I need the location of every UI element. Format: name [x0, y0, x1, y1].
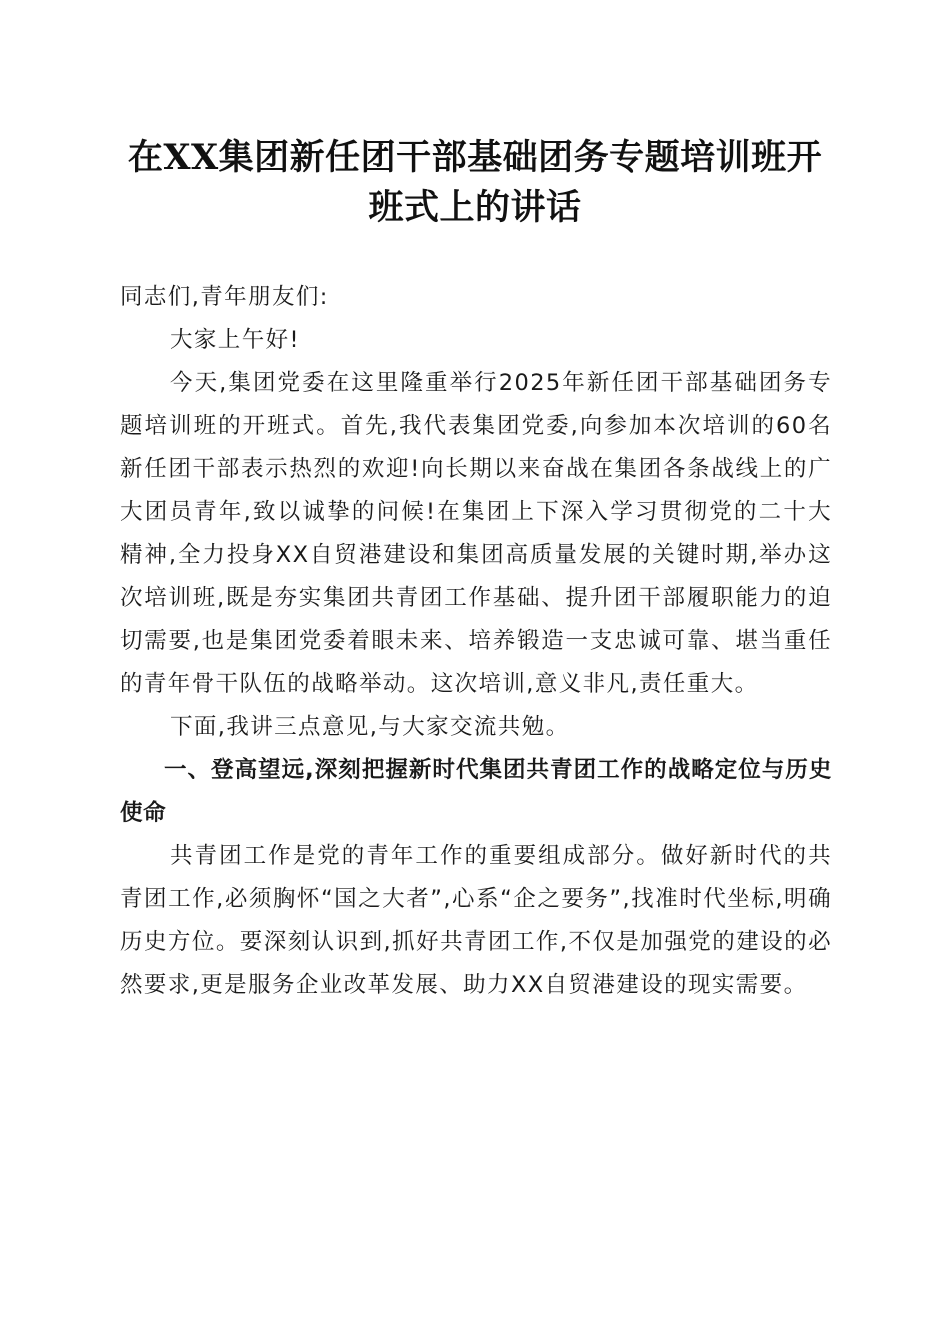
document-body	[120, 276, 832, 1007]
page-title	[110, 133, 840, 233]
title-line-1: 在XX集团新任团干部基础团务专题培训班开	[127, 137, 823, 178]
paragraph-section-1: 共青团工作是党的青年工作的重要组成部分。做好新时代的共青团工作,必须胸怀“国之大者”,心系“企之要务”,找准时代坐标,明确历史方位。要深刻认识到,抓好共青团工作,不仅是加强党的建设的必然要求,更是服务企业改革发展、助力XX自贸港建设的现实需要。	[120, 843, 832, 998]
section-heading-1: 一、登高望远,深刻把握新时代集团共青团工作的战略定位与历史使命	[120, 757, 832, 826]
title-line-2: 班式上的讲话	[368, 187, 582, 228]
greeting: 大家上午好!	[170, 327, 300, 353]
paragraph-opening: 今天,集团党委在这里隆重举行2025年新任团干部基础团务专题培训班的开班式。首先,我代表集团党委,向参加本次培训的60名新任团干部表示热烈的欢迎!向长期以来奋战在集团各条战线上的广大团员青年,致以诚挚的问候!在集团上下深入学习贯彻党的二十大精神,全力投身XX自贸港建设和集团高质量发展的关键时期,举办这次培训班,既是夯实集团共青团工作基础、提升团干部履职能力的迫切需要,也是集团党委着眼未来、培养锻造一支忠诚可靠、堪当重任的青年骨干队伍的战略举动。这次培训,意义非凡,责任重大。	[120, 370, 832, 697]
paragraph-transition: 下面,我讲三点意见,与大家交流共勉。	[170, 714, 570, 740]
salutation: 同志们,青年朋友们:	[120, 284, 329, 310]
